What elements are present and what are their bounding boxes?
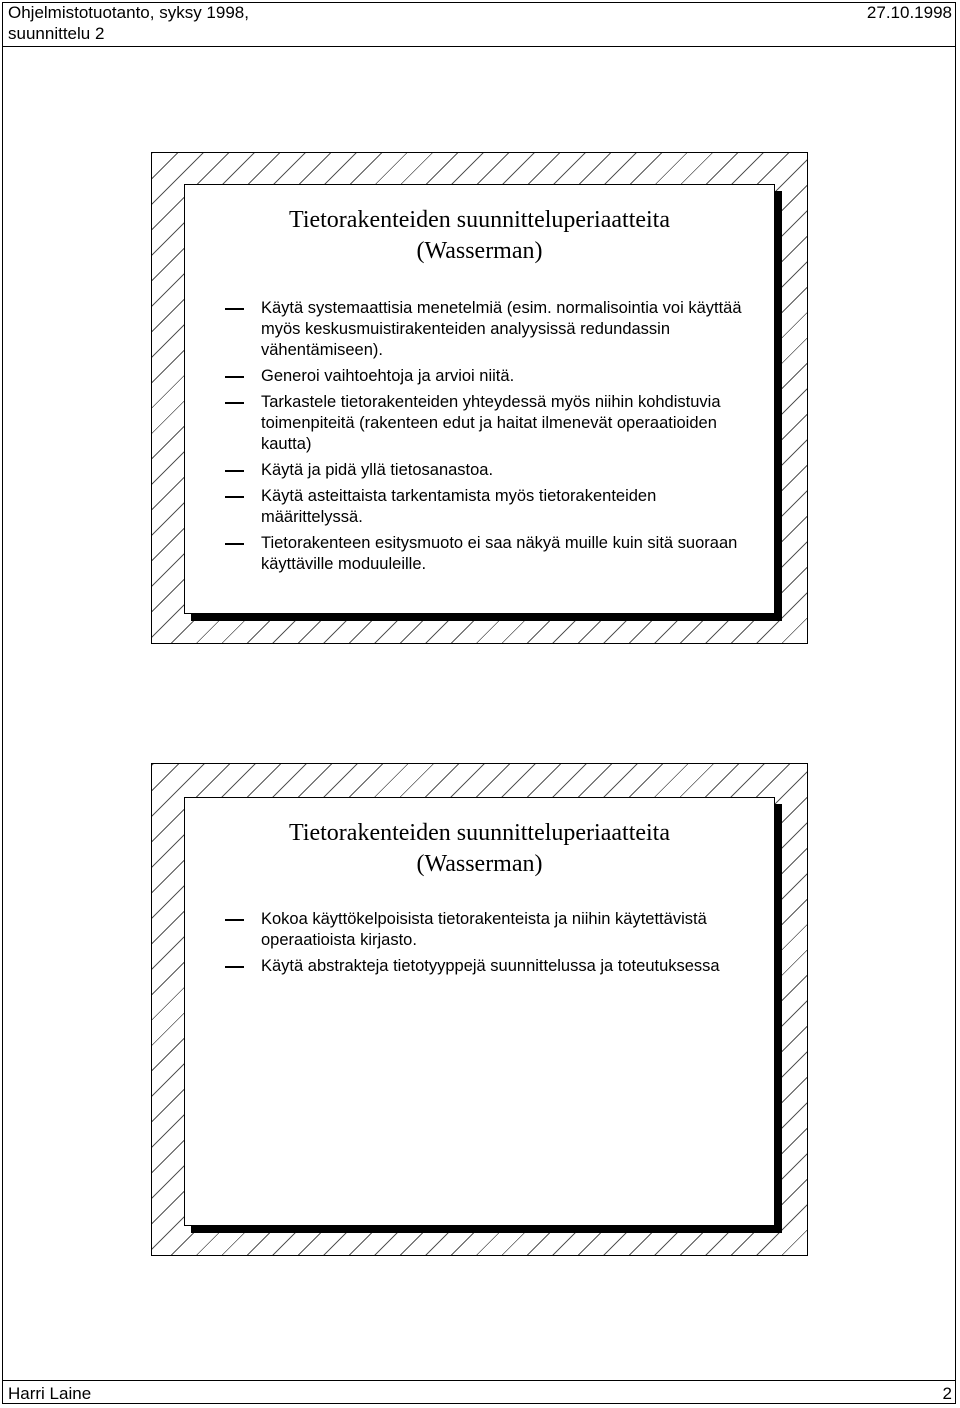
bullet-item <box>225 392 744 455</box>
header-divider <box>2 46 956 47</box>
dash-bullet-icon <box>225 376 244 378</box>
bullet-text: Generoi vaihtoehtoja ja arvioi niitä. <box>261 367 515 385</box>
bullet-text: Tietorakenteen esitysmuoto ei saa näkyä muille kuin sitä suoraan käyttäville moduuleille. <box>261 534 738 573</box>
dash-bullet-icon <box>225 496 244 498</box>
footer-author: Harri Laine <box>8 1384 92 1403</box>
course-title: Ohjelmistotuotanto, syksy 1998, <box>8 3 249 22</box>
bullet-text: Käytä systemaattisia menetelmiä (esim. normalisointia voi käyttää myös keskusmuistirakenteiden analyysissä redundassin vähentämiseen). <box>261 299 742 359</box>
slide-2-title-line2: (Wasserman) <box>416 851 543 877</box>
dash-bullet-icon <box>225 402 244 404</box>
bullet-text: Kokoa käyttökelpoisista tietorakenteista ja niihin käytettävistä operaatioista kirjasto. <box>261 910 707 949</box>
bullet-text: Tarkastele tietorakenteiden yhteydessä myös niihin kohdistuvia toimenpiteitä (rakenteen edut ja haitat ilmenevät operaatioiden kautta) <box>261 393 721 453</box>
slide-2-bullet-list <box>225 909 744 982</box>
dash-bullet-icon <box>225 543 244 545</box>
slide-2-title <box>185 818 774 880</box>
page-header <box>8 3 952 45</box>
slide-2 <box>184 797 775 1226</box>
bullet-item <box>225 909 744 951</box>
slide-1-title-line2: (Wasserman) <box>416 238 543 264</box>
bullet-text: Käytä asteittaista tarkentamista myös tietorakenteiden määrittelyssä. <box>261 487 657 526</box>
bullet-item <box>225 460 744 481</box>
bullet-item <box>225 486 744 528</box>
slide-1-title <box>185 205 774 267</box>
page-number: 2 <box>942 1384 952 1403</box>
dash-bullet-icon <box>225 470 244 472</box>
bullet-item <box>225 533 744 575</box>
slide-1-bullet-list <box>225 298 744 580</box>
course-subtitle: suunnittelu 2 <box>8 24 105 43</box>
slide-1 <box>184 184 775 614</box>
bullet-text: Käytä ja pidä yllä tietosanastoa. <box>261 461 494 479</box>
bullet-item <box>225 298 744 361</box>
bullet-text: Käytä abstrakteja tietotyyppejä suunnittelussa ja toteutuksessa <box>261 957 720 975</box>
footer-divider <box>2 1380 956 1381</box>
slide-2-title-line1: Tietorakenteiden suunnitteluperiaatteita <box>289 820 670 846</box>
slide-1-title-line1: Tietorakenteiden suunnitteluperiaatteita <box>289 207 670 233</box>
dash-bullet-icon <box>225 919 244 921</box>
dash-bullet-icon <box>225 966 244 968</box>
dash-bullet-icon <box>225 308 244 310</box>
bullet-item <box>225 956 744 977</box>
bullet-item <box>225 366 744 387</box>
header-date: 27.10.1998 <box>866 3 952 22</box>
